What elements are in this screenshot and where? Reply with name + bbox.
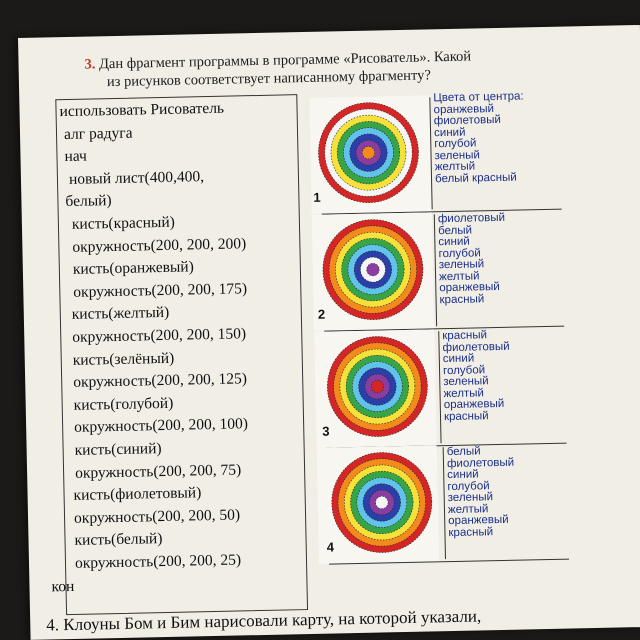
code-line: кисть(красный) bbox=[71, 213, 175, 233]
legend-item: оранжевый bbox=[439, 280, 500, 295]
legend-item: красный bbox=[442, 329, 488, 343]
legend-item: синий bbox=[438, 235, 470, 249]
divider-line bbox=[438, 331, 441, 443]
legend-item: синий bbox=[433, 126, 466, 139]
code-line: кисть(желтый) bbox=[71, 304, 170, 324]
code-line: алг радуга bbox=[63, 124, 133, 143]
option-number: 2 bbox=[317, 306, 326, 322]
question-3-number: 3. bbox=[84, 56, 96, 73]
legend-item: голубой bbox=[447, 479, 490, 493]
code-line: кисть(оранжевый) bbox=[72, 258, 194, 279]
code-line: окружность(200, 200, 75) bbox=[74, 461, 242, 482]
legend-item: желтый bbox=[438, 269, 480, 283]
concentric-circles-picture bbox=[324, 333, 430, 439]
question-4-number: 4. bbox=[46, 615, 60, 635]
color-legend bbox=[438, 213, 507, 306]
legend-item: белый bbox=[438, 224, 473, 237]
code-line: окружность(200, 200, 175) bbox=[73, 280, 248, 301]
concentric-circles-picture bbox=[315, 100, 421, 206]
code-line: окружность(200, 200, 50) bbox=[73, 506, 241, 527]
code-line: окружность(200, 200, 200) bbox=[72, 234, 247, 256]
option-number: 1 bbox=[313, 189, 321, 205]
legend-item: желтый bbox=[443, 386, 485, 400]
legend-item: белый bbox=[446, 445, 481, 459]
legend-item: фиолетовый bbox=[437, 211, 506, 226]
legend-item: синий bbox=[442, 352, 475, 366]
question-3-text-1: Дан фрагмент программы в программе «Рисователь». Какой bbox=[98, 48, 472, 73]
legend-item: голубой bbox=[438, 246, 481, 260]
divider-line bbox=[434, 214, 437, 326]
legend-item: голубой bbox=[442, 363, 486, 377]
legend-item: оранжевый bbox=[433, 102, 495, 116]
concentric-circles-picture bbox=[326, 449, 435, 555]
code-line: нач bbox=[64, 147, 88, 166]
legend-item: желтый bbox=[434, 160, 476, 174]
legend-item: зеленый bbox=[443, 375, 489, 389]
code-line: кисть(белый) bbox=[74, 530, 163, 550]
code-line: кон bbox=[51, 577, 75, 596]
color-legend bbox=[442, 330, 511, 423]
code-line: белый) bbox=[65, 192, 112, 211]
code-line: кисть(голубой) bbox=[73, 394, 174, 414]
legend-item: голубой bbox=[434, 137, 477, 151]
option-number: 4 bbox=[326, 539, 335, 555]
option-number: 3 bbox=[322, 423, 330, 439]
legend-item: оранжевый bbox=[448, 513, 509, 528]
legend-item: белый красный bbox=[434, 171, 517, 185]
concentric-circles-picture bbox=[317, 217, 426, 323]
color-legend bbox=[433, 91, 525, 185]
code-line: окружность(200, 200, 125) bbox=[73, 370, 248, 392]
code-line: использовать Рисователь bbox=[59, 99, 225, 121]
legend-item: красный bbox=[439, 292, 485, 306]
legend-title: Цвета от центра: bbox=[433, 90, 524, 105]
legend-item: красный bbox=[443, 409, 489, 423]
worksheet-page bbox=[18, 25, 640, 640]
legend-item: фиолетовый bbox=[446, 456, 515, 470]
legend-item: синий bbox=[447, 468, 479, 482]
legend-item: зеленый bbox=[438, 258, 485, 272]
question-3-line-2: из рисунков соответствует написанному фрагменту? bbox=[106, 67, 431, 91]
code-line: окружность(200, 200, 25) bbox=[74, 551, 242, 572]
question-4-text: Клоуны Бом и Бим нарисовали карту, на которой указали, bbox=[63, 606, 482, 635]
code-line: окружность(200, 200, 150) bbox=[72, 325, 247, 346]
code-line: окружность(200, 200, 100) bbox=[73, 415, 249, 437]
color-legend bbox=[447, 446, 516, 539]
code-line: кисть(фиолетовый) bbox=[73, 484, 202, 505]
code-line: новый лист(400,400, bbox=[68, 167, 205, 188]
legend-item: желтый bbox=[447, 502, 489, 516]
legend-item: оранжевый bbox=[443, 397, 505, 412]
divider-line bbox=[443, 447, 446, 559]
legend-item: красный bbox=[448, 525, 494, 539]
legend-item: фиолетовый bbox=[442, 340, 510, 354]
code-line: кисть(зелёный) bbox=[72, 349, 175, 369]
legend-item: зеленый bbox=[434, 148, 480, 162]
legend-item: фиолетовый bbox=[433, 113, 502, 128]
code-line: кисть(синий) bbox=[74, 440, 162, 459]
legend-item: зеленый bbox=[447, 491, 494, 505]
